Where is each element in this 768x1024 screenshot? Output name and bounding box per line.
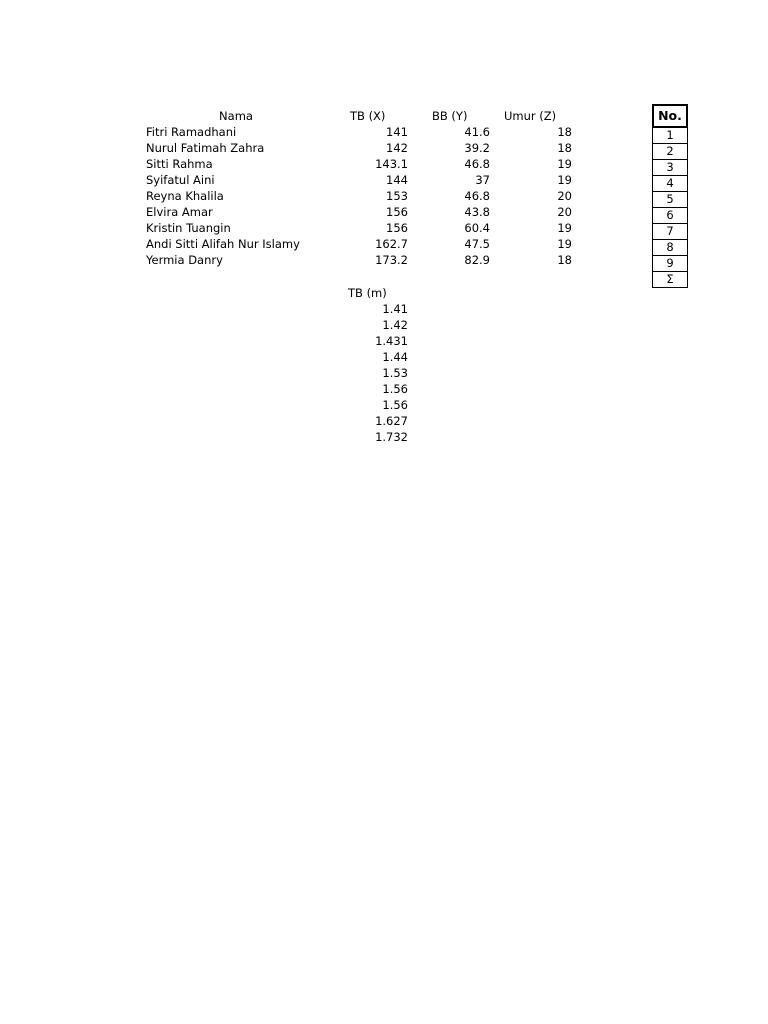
tb-meters-value: 1.44: [382, 350, 408, 364]
cell-umur: 19: [557, 157, 572, 171]
cell-umur: 20: [557, 205, 572, 219]
cell-nama: Andi Sitti Alifah Nur Islamy: [146, 237, 300, 251]
number-box-item: 9: [653, 256, 687, 272]
cell-bb: 39.2: [464, 141, 490, 155]
tb-meters-value: 1.53: [382, 366, 408, 380]
cell-tb: 173.2: [375, 253, 408, 267]
cell-bb: 82.9: [464, 253, 490, 267]
cell-nama: Yermia Danry: [146, 253, 223, 267]
cell-bb: 37: [475, 173, 490, 187]
cell-bb: 60.4: [464, 221, 490, 235]
header-bb: BB (Y): [432, 109, 468, 123]
number-box: [652, 104, 688, 288]
cell-nama: Elvira Amar: [146, 205, 213, 219]
number-box-item: 4: [653, 176, 687, 192]
cell-tb: 142: [386, 141, 408, 155]
cell-nama: Sitti Rahma: [146, 157, 213, 171]
number-box-header: No.: [652, 104, 688, 128]
cell-tb: 156: [386, 221, 408, 235]
cell-bb: 46.8: [464, 189, 490, 203]
tb-meters-value: 1.732: [375, 430, 408, 444]
cell-tb: 144: [386, 173, 408, 187]
cell-tb: 156: [386, 205, 408, 219]
tb-meters-value: 1.56: [382, 398, 408, 412]
header-tb: TB (X): [350, 109, 386, 123]
number-box-item: 1: [653, 128, 687, 144]
number-box-sum: Σ: [653, 272, 687, 288]
cell-tb: 153: [386, 189, 408, 203]
cell-umur: 19: [557, 221, 572, 235]
cell-nama: Syifatul Aini: [146, 173, 215, 187]
cell-nama: Reyna Khalila: [146, 189, 224, 203]
cell-umur: 18: [557, 141, 572, 155]
cell-umur: 18: [557, 253, 572, 267]
tb-meters-value: 1.627: [375, 414, 408, 428]
number-box-item: 8: [653, 240, 687, 256]
header-umur: Umur (Z): [504, 109, 557, 123]
number-box-item: 6: [653, 208, 687, 224]
cell-tb: 143.1: [375, 157, 408, 171]
cell-bb: 46.8: [464, 157, 490, 171]
cell-bb: 47.5: [464, 237, 490, 251]
cell-nama: Nurul Fatimah Zahra: [146, 141, 265, 155]
header-nama: Nama: [219, 109, 253, 123]
tb-meters-value: 1.431: [375, 334, 408, 348]
cell-umur: 20: [557, 189, 572, 203]
cell-umur: 19: [557, 237, 572, 251]
number-box-item: 3: [653, 160, 687, 176]
tb-meters-value: 1.42: [382, 318, 408, 332]
number-box-item: 5: [653, 192, 687, 208]
tb-meters-value: 1.41: [382, 302, 408, 316]
cell-umur: 18: [557, 125, 572, 139]
cell-bb: 43.8: [464, 205, 490, 219]
cell-nama: Kristin Tuangin: [146, 221, 231, 235]
tb-meters-value: 1.56: [382, 382, 408, 396]
number-box-item: 2: [653, 144, 687, 160]
cell-bb: 41.6: [464, 125, 490, 139]
cell-tb: 162.7: [375, 237, 408, 251]
cell-nama: Fitri Ramadhani: [146, 125, 237, 139]
cell-umur: 19: [557, 173, 572, 187]
cell-tb: 141: [386, 125, 408, 139]
number-box-item: 7: [653, 224, 687, 240]
tb-meters-header: TB (m): [348, 286, 387, 300]
